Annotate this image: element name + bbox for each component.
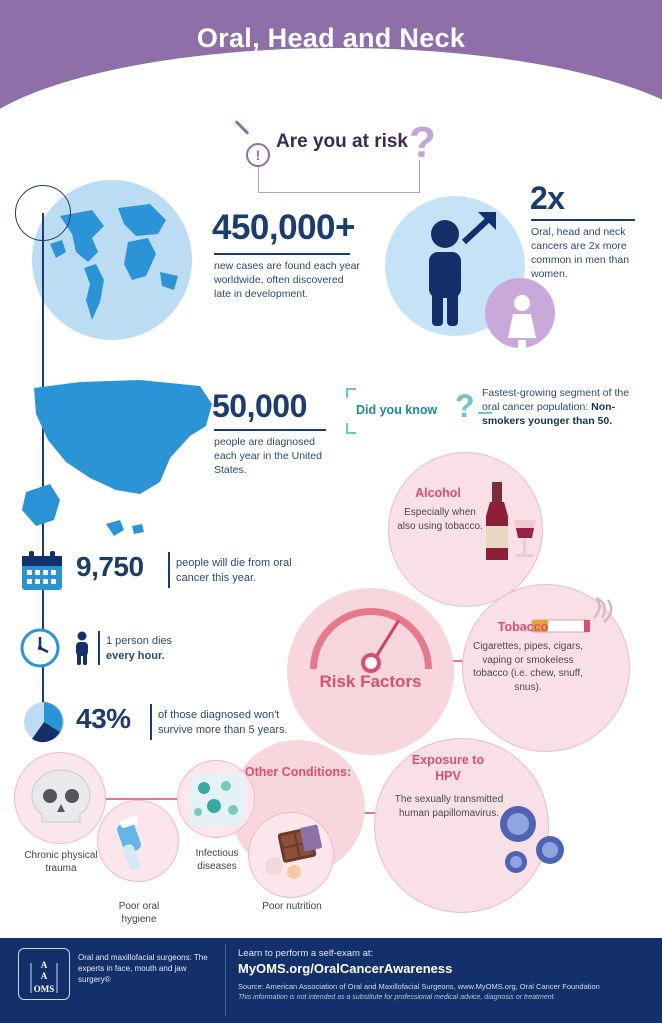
survival-description: of those diagnosed won't survive more than 5 years. (158, 709, 288, 736)
female-symbol-icon (505, 292, 541, 364)
risk-banner-rule-left (258, 167, 259, 193)
pie-chart-icon (22, 700, 66, 744)
hourly-line1: 1 person dies (106, 635, 173, 647)
survival-number: 43% (76, 703, 131, 734)
wine-bottle-and-glass-icon (478, 480, 540, 566)
deaths-number: 9,750 (76, 551, 144, 582)
footer-cta-url[interactable]: MyOMS.org/OralCancerAwareness (238, 961, 453, 976)
footer-content (238, 948, 638, 1001)
footer-cta-label: Learn to perform a self-exam at: (238, 948, 374, 959)
footer-disclaimer: This information is not intended as a substitute for professional medical advice, diagnosis or treatment. (238, 994, 556, 1001)
risk-factors-title: Risk Factors (319, 672, 422, 691)
footer-org-description: Oral and maxillofacial surgeons: The experts in face, mouth and jaw surgery® (78, 953, 208, 984)
svg-text:OMS: OMS (33, 984, 55, 994)
usa-cases-number: 50,000 (212, 388, 307, 424)
page-title-line1: Oral, Head and Neck (196, 23, 466, 53)
usa-cases-description: people are diagnosed each year in the United States. (214, 436, 322, 476)
aaoms-logo (18, 948, 70, 1000)
tobacco-title: Tobacco (497, 620, 549, 634)
dyk-bracket-top-left (346, 388, 348, 398)
clock-icon (20, 628, 60, 668)
did-you-know-body (482, 386, 632, 428)
calendar-icon (20, 550, 64, 592)
page-header (0, 0, 662, 118)
page-title-line2: Cancer Facts (244, 55, 418, 85)
deaths-divider (168, 552, 170, 588)
alcohol-text: Especially when also using tobacco. (397, 507, 483, 532)
hourly-description (106, 634, 236, 664)
usa-cases-rule (214, 429, 326, 431)
condition-infectious-diseases-label: Infectious diseases (195, 848, 239, 872)
did-you-know-body-line1: Fastest-growing segment of the oral cancer population: (482, 387, 630, 413)
footer-source: Source: American Association of Oral and Maxillofacial Surgeons, www.MyOMS.org, Oral Cancer Foundation (238, 982, 600, 991)
usa-map-icon (20, 374, 225, 564)
condition-poor-hygiene-label: Poor oral hygiene (118, 901, 160, 925)
condition-chronic-trauma-label: Chronic physical trauma (24, 850, 98, 874)
connector-skull-to-hygiene (104, 798, 182, 800)
alcohol-title: Alcohol (415, 486, 461, 500)
global-cases-number: 450,000+ (212, 208, 355, 247)
hourly-line2: every hour. (106, 650, 165, 662)
tobacco-text: Cigarettes, pipes, cigars, vaping or smokeless tobacco (i.e. chew, snuff, snus). (472, 641, 584, 693)
gender-ratio-description: Oral, head and neck cancers are 2x more common in men than women. (531, 226, 630, 280)
svg-text:A: A (40, 971, 48, 981)
aaoms-logo-mark (21, 955, 67, 999)
deaths-description: people will die from oral cancer this year. (176, 557, 292, 584)
dyk-bracket-top (346, 388, 356, 390)
dyk-bracket-bottom (346, 432, 356, 434)
risk-banner-rule-bottom (258, 192, 420, 193)
person-icon (74, 631, 90, 665)
gender-ratio-number: 2x (530, 180, 565, 216)
virus-icon (492, 800, 578, 886)
global-cases-rule (214, 253, 350, 255)
bacteria-icon (188, 772, 246, 828)
did-you-know-question-icon: ? (455, 388, 475, 424)
condition-poor-nutrition-label: Poor nutrition (262, 901, 322, 912)
hpv-text: The sexually transmitted human papillomavirus. (394, 794, 504, 819)
chocolate-candy-icon (258, 822, 326, 884)
pointer-arrow-icon (235, 120, 250, 135)
did-you-know-label: Did you know (356, 403, 438, 417)
skull-icon (30, 768, 92, 826)
page-title (0, 22, 662, 86)
question-mark-icon: ? (409, 118, 436, 167)
hpv-title: Exposure to HPV (411, 753, 485, 783)
survival-divider (150, 704, 152, 740)
cigarette-icon (530, 594, 624, 642)
gauge-hub-icon (361, 653, 381, 673)
svg-text:A: A (40, 960, 48, 970)
did-you-know-body-line2: Non-smokers younger than 50. (482, 401, 616, 427)
other-conditions-title: Other Conditions: (244, 765, 352, 779)
global-cases-description: new cases are found each year worldwide, often discovered late in development. (214, 260, 360, 300)
hourly-divider (98, 631, 100, 665)
footer-divider (225, 944, 226, 1016)
gender-ratio-rule (531, 219, 635, 221)
exclamation-icon: ! (246, 143, 270, 167)
toothbrush-icon (112, 812, 168, 872)
risk-banner-text: Are you at risk (276, 131, 408, 152)
